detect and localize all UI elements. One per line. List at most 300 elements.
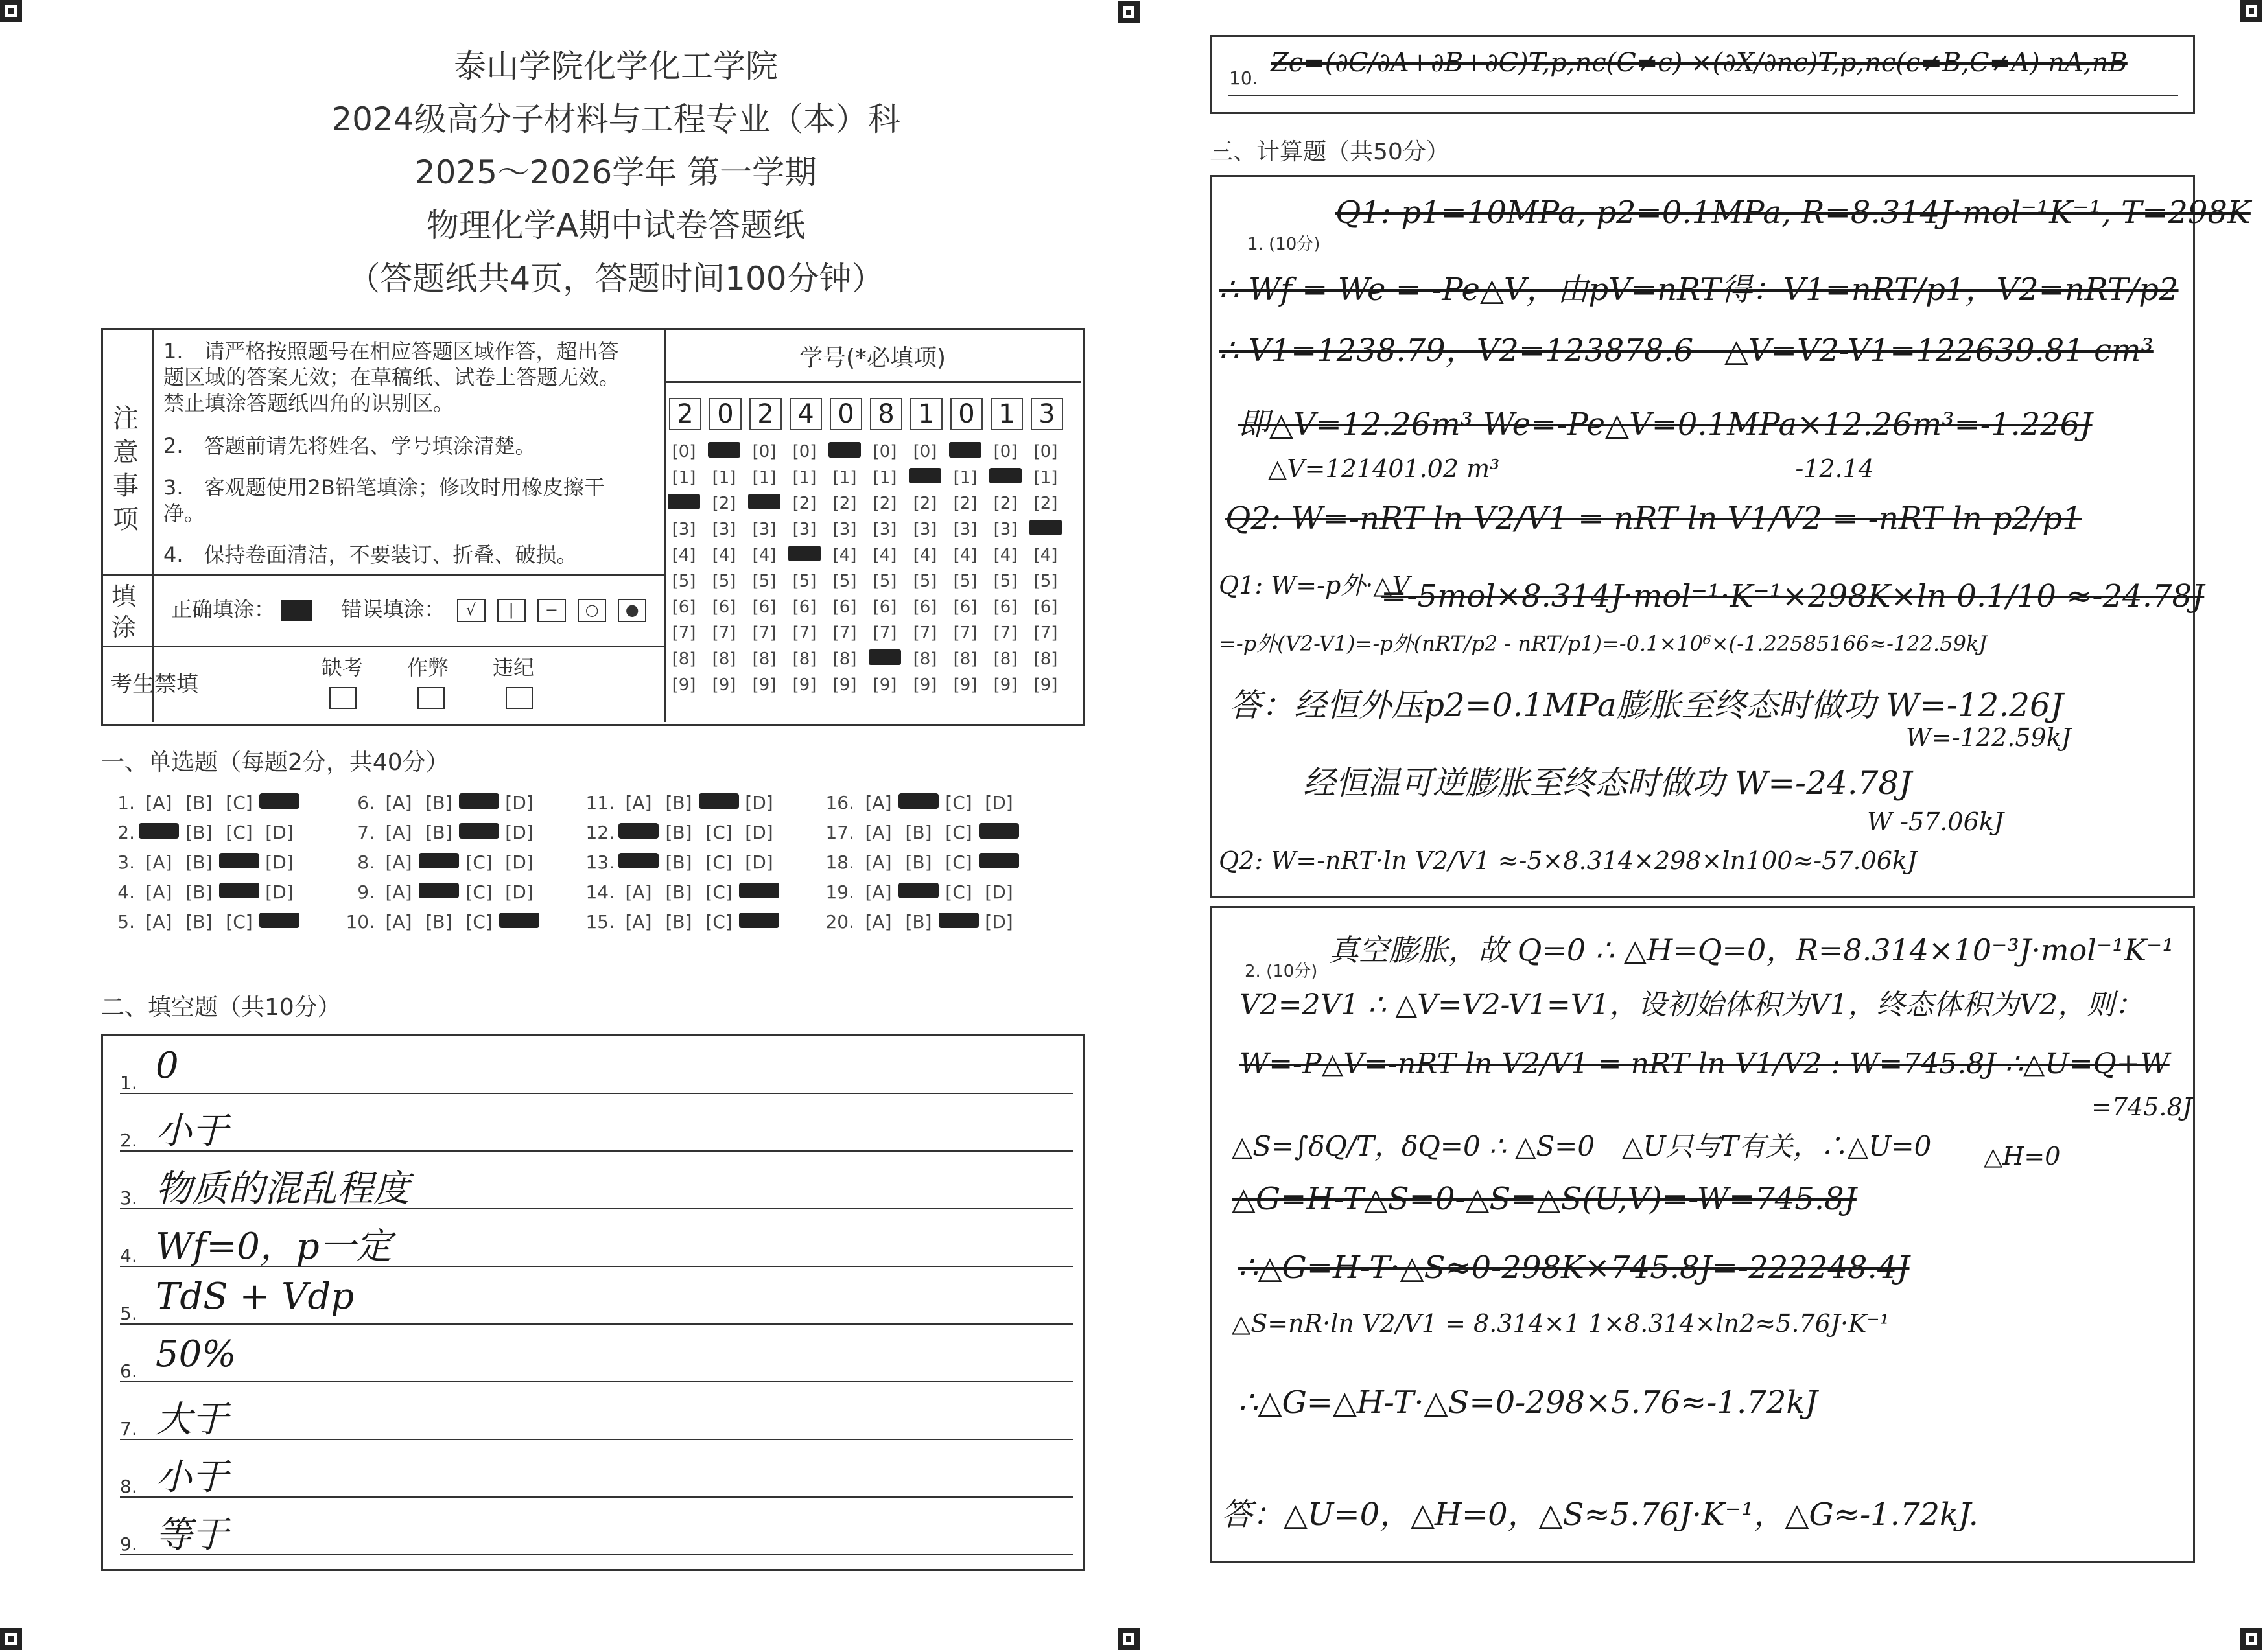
q2-line-1: 真空膨胀，故 Q=0 ∴ △H=Q=0，R=8.314×10⁻³J·mol⁻¹K⁻¹ bbox=[1329, 933, 2174, 968]
mc-question bbox=[817, 852, 1019, 873]
mc-option[interactable]: [A] bbox=[865, 881, 892, 903]
mc-question bbox=[817, 911, 1019, 933]
mc-question-number: 18. bbox=[825, 852, 854, 873]
mc-option[interactable]: [D] bbox=[265, 881, 294, 903]
student-id-bubble[interactable]: [4] bbox=[873, 546, 897, 565]
mc-option[interactable]: [C] bbox=[705, 881, 733, 903]
fill-correct-sample bbox=[281, 600, 312, 621]
mc-option-filled[interactable] bbox=[618, 823, 659, 839]
mc-option-filled[interactable] bbox=[219, 853, 259, 868]
student-id-bubble[interactable]: [5] bbox=[832, 572, 857, 591]
fill-blank-answer: 小于 bbox=[156, 1110, 228, 1152]
student-id-digit-cell[interactable]: 1 bbox=[991, 398, 1023, 430]
student-id-bubble[interactable]: [3] bbox=[832, 520, 857, 539]
student-id-bubble[interactable]: [3] bbox=[953, 520, 978, 539]
student-id-bubble[interactable]: [9] bbox=[873, 675, 897, 695]
student-id-digit-cell[interactable]: 0 bbox=[709, 398, 742, 430]
student-id-bubble[interactable]: [6] bbox=[712, 598, 736, 617]
student-id-bubble[interactable]: [9] bbox=[1033, 675, 1058, 695]
student-id-bubble[interactable]: [8] bbox=[752, 649, 777, 669]
student-id-bubble[interactable]: [9] bbox=[752, 675, 777, 695]
student-id-bubble[interactable]: [2] bbox=[953, 494, 978, 513]
mc-option[interactable]: [C] bbox=[226, 822, 253, 843]
mc-option-filled[interactable] bbox=[739, 913, 779, 928]
student-id-bubble[interactable]: [3] bbox=[993, 520, 1018, 539]
mc-option[interactable]: [B] bbox=[665, 822, 692, 843]
student-id-bubble[interactable]: [7] bbox=[1033, 623, 1058, 643]
section1-title: 一、单选题（每题2分，共40分） bbox=[101, 749, 449, 776]
mc-option[interactable]: [D] bbox=[985, 792, 1013, 813]
mc-question bbox=[577, 852, 779, 873]
mc-option[interactable]: [D] bbox=[505, 822, 534, 843]
student-id-bubble[interactable]: [6] bbox=[913, 598, 937, 617]
fill-wrong-circle: ○ bbox=[578, 599, 606, 622]
student-id-bubble[interactable]: [8] bbox=[1033, 649, 1058, 669]
student-id-bubble[interactable]: [3] bbox=[873, 520, 897, 539]
info-divider-v2 bbox=[664, 328, 666, 722]
mc-option[interactable]: [B] bbox=[905, 822, 932, 843]
mc-option[interactable]: [B] bbox=[185, 852, 213, 873]
mc-option[interactable]: [D] bbox=[265, 852, 294, 873]
student-id-bubble[interactable]: [7] bbox=[832, 623, 857, 643]
student-id-bubble[interactable]: [1] bbox=[712, 468, 736, 487]
mc-question bbox=[97, 911, 299, 933]
fill-blank-number: 9. bbox=[120, 1533, 137, 1555]
student-id-bubble[interactable]: [3] bbox=[672, 520, 696, 539]
student-id-bubble[interactable]: [9] bbox=[913, 675, 937, 695]
mc-option[interactable]: [B] bbox=[425, 822, 452, 843]
info-divider-v1 bbox=[152, 328, 154, 722]
student-id-bubble[interactable]: [4] bbox=[712, 546, 736, 565]
student-id-bubble[interactable]: [7] bbox=[672, 623, 696, 643]
student-id-digit-cell[interactable]: 0 bbox=[830, 398, 862, 430]
fill-blank-line bbox=[120, 1496, 1073, 1498]
mc-option-filled[interactable] bbox=[259, 913, 299, 928]
student-id-bubble[interactable]: [0] bbox=[993, 442, 1018, 461]
student-id-bubble[interactable]: [6] bbox=[993, 598, 1018, 617]
mc-question-number: 7. bbox=[357, 822, 375, 843]
mc-option[interactable]: [A] bbox=[385, 852, 412, 873]
mc-option[interactable]: [C] bbox=[226, 911, 253, 933]
mc-question-number: 12. bbox=[585, 822, 615, 843]
mc-option[interactable]: [C] bbox=[705, 822, 733, 843]
student-id-bubble[interactable]: [4] bbox=[953, 546, 978, 565]
mc-option[interactable]: [A] bbox=[865, 822, 892, 843]
student-id-bubble[interactable]: [9] bbox=[712, 675, 736, 695]
mc-question bbox=[337, 792, 539, 813]
student-id-bubble[interactable]: [6] bbox=[752, 598, 777, 617]
q10-line bbox=[1228, 95, 2178, 96]
mc-option-filled[interactable] bbox=[459, 793, 499, 809]
mc-option[interactable]: [D] bbox=[985, 911, 1013, 933]
notice-item-4: 4. 保持卷面清洁，不要装订、折叠、破损。 bbox=[163, 542, 578, 567]
q10-number: 10. bbox=[1229, 67, 1258, 89]
student-id-bubble[interactable]: [7] bbox=[752, 623, 777, 643]
q2-line-10: ∴△G=△H-T·△S=0-298×5.76≈-1.72kJ bbox=[1238, 1384, 1818, 1421]
q1-label: 1. (10分) bbox=[1247, 235, 1320, 254]
student-id-bubble[interactable]: [5] bbox=[752, 572, 777, 591]
forbidden-violation-label: 违纪 bbox=[493, 655, 535, 680]
mc-option[interactable]: [B] bbox=[665, 852, 692, 873]
mc-question-number: 14. bbox=[585, 881, 615, 903]
student-id-bubble[interactable]: [5] bbox=[913, 572, 937, 591]
student-id-bubble[interactable]: [1] bbox=[873, 468, 897, 487]
mc-option-filled[interactable] bbox=[979, 853, 1019, 868]
student-id-bubble[interactable]: [5] bbox=[1033, 572, 1058, 591]
cheat-checkbox[interactable] bbox=[417, 687, 445, 709]
student-id-digit-cell[interactable]: 2 bbox=[669, 398, 701, 430]
mc-question bbox=[577, 792, 779, 813]
student-id-digit-cell[interactable]: 1 bbox=[910, 398, 943, 430]
mc-question bbox=[97, 881, 299, 903]
fill-blank-answer: 50% bbox=[156, 1333, 237, 1375]
mc-option[interactable]: [C] bbox=[226, 792, 253, 813]
student-id-bubble[interactable]: [0] bbox=[913, 442, 937, 461]
mc-option[interactable]: [B] bbox=[185, 822, 213, 843]
student-id-bubble[interactable]: [1] bbox=[1033, 468, 1058, 487]
student-id-bubble[interactable]: [6] bbox=[792, 598, 817, 617]
mc-question bbox=[817, 881, 1019, 903]
student-id-bubble-filled[interactable] bbox=[869, 649, 901, 665]
mc-question-number: 10. bbox=[346, 911, 375, 933]
mc-question-number: 17. bbox=[825, 822, 854, 843]
mc-option[interactable]: [D] bbox=[985, 881, 1013, 903]
mc-option[interactable]: [B] bbox=[425, 792, 452, 813]
student-id-label: 学号(*必填项) bbox=[799, 345, 946, 371]
mc-question-number: 19. bbox=[825, 881, 854, 903]
mc-option[interactable]: [C] bbox=[465, 911, 493, 933]
mc-question-number: 1. bbox=[117, 792, 135, 813]
student-id-bubble[interactable]: [5] bbox=[672, 572, 696, 591]
student-id-bubble[interactable]: [6] bbox=[1033, 598, 1058, 617]
mc-option[interactable]: [A] bbox=[385, 881, 412, 903]
student-id-bubble[interactable]: [0] bbox=[672, 442, 696, 461]
student-id-bubble[interactable]: [4] bbox=[672, 546, 696, 565]
student-id-digit-cell[interactable]: 8 bbox=[870, 398, 902, 430]
student-id-bubble[interactable]: [3] bbox=[792, 520, 817, 539]
fill-wrong-label: 错误填涂： bbox=[341, 597, 445, 622]
student-id-bubble[interactable]: [8] bbox=[953, 649, 978, 669]
student-id-bubble[interactable]: [8] bbox=[672, 649, 696, 669]
mc-option[interactable]: [C] bbox=[465, 852, 493, 873]
q2-line-3: W=-P△V=-nRT ln V2/V1 = nRT ln V1/V2 : W=745.8J ∴△U=Q+W bbox=[1239, 1047, 2170, 1080]
notice-item-2: 2. 答题前请先将姓名、学号填涂清楚。 bbox=[163, 434, 536, 458]
student-id-bubble[interactable]: [9] bbox=[792, 675, 817, 695]
mc-question-number: 15. bbox=[585, 911, 615, 933]
fill-blank-answer: Wf=0，p一定 bbox=[156, 1226, 392, 1268]
forbidden-label: 考生禁填 bbox=[110, 671, 198, 697]
mc-question-number: 11. bbox=[585, 792, 615, 813]
mc-option-filled[interactable] bbox=[739, 883, 779, 898]
mc-option[interactable]: [A] bbox=[625, 911, 652, 933]
student-id-bubble[interactable]: [0] bbox=[792, 442, 817, 461]
mc-option[interactable]: [A] bbox=[145, 881, 172, 903]
header-major: 2024级高分子材料与工程专业（本）科 bbox=[331, 100, 900, 138]
student-id-bubble[interactable]: [7] bbox=[913, 623, 937, 643]
mc-option[interactable]: [B] bbox=[185, 792, 213, 813]
mc-option[interactable]: [D] bbox=[505, 852, 534, 873]
fill-blank-line bbox=[120, 1266, 1073, 1267]
mc-option[interactable]: [D] bbox=[745, 822, 773, 843]
student-id-bubble[interactable]: [3] bbox=[913, 520, 937, 539]
mc-option[interactable]: [B] bbox=[185, 881, 213, 903]
student-id-digit-cell[interactable]: 3 bbox=[1031, 398, 1063, 430]
student-id-bubble[interactable]: [1] bbox=[752, 468, 777, 487]
corner-mark-top-right bbox=[2240, 0, 2262, 22]
notice-item-1: 1. 请严格按照题号在相应答题区域作答，超出答题区域的答案无效；在草稿纸、试卷上答题无效。禁止填涂答题纸四角的识别区。 bbox=[163, 339, 620, 415]
mc-option-filled[interactable] bbox=[459, 823, 499, 839]
mc-option[interactable]: [C] bbox=[465, 881, 493, 903]
student-id-bubble-filled[interactable] bbox=[949, 442, 981, 458]
fill-blank-number: 6. bbox=[120, 1360, 137, 1382]
student-id-divider bbox=[664, 381, 1081, 383]
mc-option[interactable]: [D] bbox=[265, 822, 294, 843]
q1-line-10: 答：经恒外压p2=0.1MPa膨胀至终态时做功 W=-12.26J bbox=[1229, 686, 2063, 724]
mc-option-filled[interactable] bbox=[979, 823, 1019, 839]
student-id-bubble[interactable]: [4] bbox=[1033, 546, 1058, 565]
student-id-bubble-filled[interactable] bbox=[788, 546, 821, 561]
mc-option[interactable]: [A] bbox=[865, 852, 892, 873]
mc-option[interactable]: [B] bbox=[185, 911, 213, 933]
student-id-bubble-filled[interactable] bbox=[828, 442, 861, 458]
mc-option[interactable]: [D] bbox=[745, 792, 773, 813]
mc-option[interactable]: [B] bbox=[905, 911, 932, 933]
student-id-bubble[interactable]: [5] bbox=[953, 572, 978, 591]
q10-answer: Zc=(∂C/∂A+∂B+∂C)T,p,nc(C≠c) ×(∂X/∂nc)T,p,nc(c≠B,C≠A) nA,nB bbox=[1271, 48, 2128, 78]
student-id-bubble[interactable]: [1] bbox=[792, 468, 817, 487]
student-id-bubble[interactable]: [7] bbox=[712, 623, 736, 643]
mc-option[interactable]: [C] bbox=[705, 911, 733, 933]
student-id-bubble[interactable]: [0] bbox=[1033, 442, 1058, 461]
mc-question bbox=[817, 792, 1019, 813]
student-id-bubble[interactable]: [6] bbox=[832, 598, 857, 617]
mc-option[interactable]: [A] bbox=[625, 881, 652, 903]
mc-option-filled[interactable] bbox=[139, 823, 179, 839]
corner-mark-top-left bbox=[0, 0, 22, 22]
mc-question bbox=[817, 822, 1019, 843]
mc-option[interactable]: [C] bbox=[705, 852, 733, 873]
student-id-bubble[interactable]: [2] bbox=[873, 494, 897, 513]
corner-mark-bottom-center bbox=[1118, 1628, 1140, 1650]
mc-option[interactable]: [B] bbox=[665, 792, 692, 813]
student-id-bubble[interactable]: [2] bbox=[712, 494, 736, 513]
student-id-bubble-filled[interactable] bbox=[708, 442, 740, 458]
notice-item-3: 3. 客观题使用2B铅笔填涂；修改时用橡皮擦干净。 bbox=[163, 475, 605, 526]
student-id-bubble[interactable]: [2] bbox=[1033, 494, 1058, 513]
header-term: 2025～2026学年 第一学期 bbox=[414, 154, 817, 191]
mc-question bbox=[97, 792, 299, 813]
mc-option[interactable]: [B] bbox=[665, 881, 692, 903]
mc-option[interactable]: [A] bbox=[385, 911, 412, 933]
mc-option[interactable]: [D] bbox=[505, 792, 534, 813]
student-id-bubble[interactable]: [7] bbox=[792, 623, 817, 643]
q2-line-2: V2=2V1 ∴ △V=V2-V1=V1，设初始体积为V1，终态体积为V2，则： bbox=[1239, 988, 2144, 1021]
mc-option[interactable]: [B] bbox=[665, 911, 692, 933]
mc-question-number: 3. bbox=[117, 852, 135, 873]
fill-correct-label: 正确填涂： bbox=[171, 597, 276, 622]
q2-line-11: 答：△U=0，△H=0，△S≈5.76J·K⁻¹，△G≈-1.72kJ. bbox=[1221, 1496, 1978, 1533]
student-id-bubble-filled[interactable] bbox=[668, 494, 700, 509]
q1-line-9: =-p外(V2-V1)=-p外(nRT/p2 - nRT/p1)=-0.1×10⁶×(-1.22585166≈-122.59kJ bbox=[1219, 631, 1988, 656]
header-note: （答题纸共4页，答题时间100分钟） bbox=[347, 260, 884, 297]
student-id-bubble-filled[interactable] bbox=[1029, 520, 1062, 535]
student-id-bubble[interactable]: [1] bbox=[672, 468, 696, 487]
student-id-bubble[interactable]: [9] bbox=[832, 675, 857, 695]
mc-option[interactable]: [A] bbox=[385, 792, 412, 813]
notice-label: 注意事项 bbox=[113, 404, 139, 535]
student-id-digit-cell[interactable]: 0 bbox=[950, 398, 983, 430]
student-id-bubble[interactable]: [5] bbox=[792, 572, 817, 591]
student-id-bubble[interactable]: [0] bbox=[752, 442, 777, 461]
mc-option-filled[interactable] bbox=[939, 913, 979, 928]
student-id-digit-cell[interactable]: 4 bbox=[790, 398, 822, 430]
info-divider-h2 bbox=[101, 646, 665, 647]
fill-wrong-dash: − bbox=[537, 599, 566, 622]
student-id-bubble[interactable]: [4] bbox=[752, 546, 777, 565]
fill-blank-line bbox=[120, 1093, 1073, 1094]
student-id-bubble[interactable]: [8] bbox=[712, 649, 736, 669]
student-id-bubble[interactable]: [4] bbox=[913, 546, 937, 565]
mc-option-filled[interactable] bbox=[898, 793, 939, 809]
absent-checkbox[interactable] bbox=[329, 687, 357, 709]
mc-option[interactable]: [A] bbox=[385, 822, 412, 843]
corner-mark-bottom-right bbox=[2240, 1628, 2262, 1650]
student-id-bubble[interactable]: [2] bbox=[792, 494, 817, 513]
mc-question bbox=[97, 822, 299, 843]
mc-option-filled[interactable] bbox=[898, 883, 939, 898]
mc-option[interactable]: [A] bbox=[625, 792, 652, 813]
forbidden-cheat-label: 作弊 bbox=[407, 655, 449, 680]
mc-question-number: 9. bbox=[357, 881, 375, 903]
mc-question bbox=[337, 822, 539, 843]
mc-question-number: 4. bbox=[117, 881, 135, 903]
q2-line-5: △S=∫δQ/T，δQ=0 ∴ △S=0 △U只与T有关，∴△U=0 bbox=[1232, 1130, 1932, 1162]
q1-line-6: Q2: W=-nRT ln V2/V1 = nRT ln V1/V2 = -nRT ln p2/p1 bbox=[1225, 500, 2082, 537]
student-id-bubble[interactable]: [9] bbox=[672, 675, 696, 695]
mc-question bbox=[577, 881, 779, 903]
mc-option[interactable]: [A] bbox=[145, 792, 172, 813]
q2-line-4: =745.8J bbox=[2091, 1093, 2192, 1121]
student-id-bubble[interactable]: [4] bbox=[993, 546, 1018, 565]
fill-blank-answer: TdS + Vdp bbox=[156, 1275, 355, 1318]
student-id-bubble-filled[interactable] bbox=[909, 468, 941, 483]
mc-question bbox=[577, 911, 779, 933]
student-id-bubble[interactable]: [7] bbox=[953, 623, 978, 643]
mc-option[interactable]: [C] bbox=[945, 792, 972, 813]
student-id-bubble[interactable]: [2] bbox=[832, 494, 857, 513]
fill-blank-number: 5. bbox=[120, 1303, 137, 1324]
fill-blank-line bbox=[120, 1439, 1073, 1440]
q2-line-7: △G=H-T△S=0-△S=△S(U,V)=-W=745.8J bbox=[1232, 1181, 1857, 1217]
fill-wrong-bar: | bbox=[497, 599, 526, 622]
fill-blank-number: 4. bbox=[120, 1245, 137, 1266]
student-id-bubble[interactable]: [6] bbox=[873, 598, 897, 617]
student-id-bubble[interactable]: [9] bbox=[993, 675, 1018, 695]
student-id-bubble-filled[interactable] bbox=[989, 468, 1022, 483]
mc-option-filled[interactable] bbox=[259, 793, 299, 809]
fill-blank-answer: 等于 bbox=[156, 1514, 228, 1556]
student-id-digit-cell[interactable]: 2 bbox=[749, 398, 782, 430]
fill-wrong-check: √ bbox=[457, 599, 486, 622]
student-id-bubble[interactable]: [4] bbox=[832, 546, 857, 565]
mc-option-filled[interactable] bbox=[219, 883, 259, 898]
mc-option[interactable]: [A] bbox=[865, 911, 892, 933]
mc-option[interactable]: [C] bbox=[945, 852, 972, 873]
student-id-bubble[interactable]: [5] bbox=[993, 572, 1018, 591]
mc-option[interactable]: [C] bbox=[945, 881, 972, 903]
student-id-bubble[interactable]: [3] bbox=[712, 520, 736, 539]
section2-title: 二、填空题（共10分） bbox=[101, 994, 341, 1021]
fill-blank-line bbox=[120, 1150, 1073, 1152]
student-id-bubble[interactable]: [8] bbox=[913, 649, 937, 669]
q1-line-5: △V=121401.02 m³ -12.14 bbox=[1268, 454, 1874, 483]
student-id-bubble[interactable]: [6] bbox=[953, 598, 978, 617]
mc-question-number: 8. bbox=[357, 852, 375, 873]
student-id-bubble[interactable]: [7] bbox=[993, 623, 1018, 643]
student-id-bubble[interactable]: [2] bbox=[993, 494, 1018, 513]
student-id-bubble[interactable]: [5] bbox=[712, 572, 736, 591]
fill-blank-answer: 小于 bbox=[156, 1456, 228, 1498]
mc-option[interactable]: [D] bbox=[505, 881, 534, 903]
mc-question-number: 2. bbox=[117, 822, 135, 843]
fill-correct-row bbox=[171, 596, 646, 622]
student-id-bubble[interactable]: [9] bbox=[953, 675, 978, 695]
mc-option-filled[interactable] bbox=[419, 883, 459, 898]
student-id-bubble[interactable]: [2] bbox=[913, 494, 937, 513]
mc-option[interactable]: [C] bbox=[945, 822, 972, 843]
fill-blank-number: 8. bbox=[120, 1476, 137, 1497]
q1-line-14: Q2: W=-nRT·ln V2/V1 ≈-5×8.314×298×ln100≈-57.06kJ bbox=[1219, 846, 1918, 875]
fill-blank-answer: 物质的混乱程度 bbox=[156, 1168, 410, 1210]
mc-option-filled[interactable] bbox=[419, 853, 459, 868]
student-id-bubble-filled[interactable] bbox=[748, 494, 780, 509]
violation-checkbox[interactable] bbox=[506, 687, 533, 709]
corner-mark-top-center bbox=[1118, 1, 1140, 23]
student-id-bubble[interactable]: [3] bbox=[752, 520, 777, 539]
fill-blank-number: 2. bbox=[120, 1130, 137, 1151]
mc-question-number: 6. bbox=[357, 792, 375, 813]
student-id-bubble[interactable]: [1] bbox=[832, 468, 857, 487]
student-id-bubble[interactable]: [8] bbox=[832, 649, 857, 669]
mc-question-number: 13. bbox=[585, 852, 615, 873]
mc-option[interactable]: [B] bbox=[905, 852, 932, 873]
mc-option[interactable]: [D] bbox=[745, 852, 773, 873]
student-id-bubble[interactable]: [0] bbox=[873, 442, 897, 461]
mc-option-filled[interactable] bbox=[699, 793, 739, 809]
mc-question-number: 5. bbox=[117, 911, 135, 933]
mc-question bbox=[337, 852, 539, 873]
student-id-bubble[interactable]: [8] bbox=[792, 649, 817, 669]
mc-option[interactable]: [A] bbox=[865, 792, 892, 813]
mc-option-filled[interactable] bbox=[499, 913, 539, 928]
student-id-bubble[interactable]: [5] bbox=[873, 572, 897, 591]
q1-line-13: W -57.06kJ bbox=[1867, 808, 2004, 836]
mc-option[interactable]: [B] bbox=[425, 911, 452, 933]
student-id-bubble[interactable]: [1] bbox=[953, 468, 978, 487]
q2-line-9: △S=nR·ln V2/V1 = 8.314×1 1×8.314×ln2≈5.76J·K⁻¹ bbox=[1232, 1309, 1890, 1338]
mc-option-filled[interactable] bbox=[618, 853, 659, 868]
q1-line-1: Q1: p1=10MPa, p2=0.1MPa, R=8.314J·mol⁻¹K⁻¹, T=298K bbox=[1335, 194, 2251, 231]
student-id-bubble[interactable]: [7] bbox=[873, 623, 897, 643]
mc-question bbox=[337, 881, 539, 903]
student-id-bubble[interactable]: [6] bbox=[672, 598, 696, 617]
fill-blank-number: 1. bbox=[120, 1072, 137, 1093]
mc-question bbox=[97, 852, 299, 873]
student-id-bubble[interactable]: [8] bbox=[993, 649, 1018, 669]
mc-option[interactable]: [A] bbox=[145, 911, 172, 933]
q1-line-11: W=-122.59kJ bbox=[1906, 723, 2071, 752]
mc-option[interactable]: [A] bbox=[145, 852, 172, 873]
